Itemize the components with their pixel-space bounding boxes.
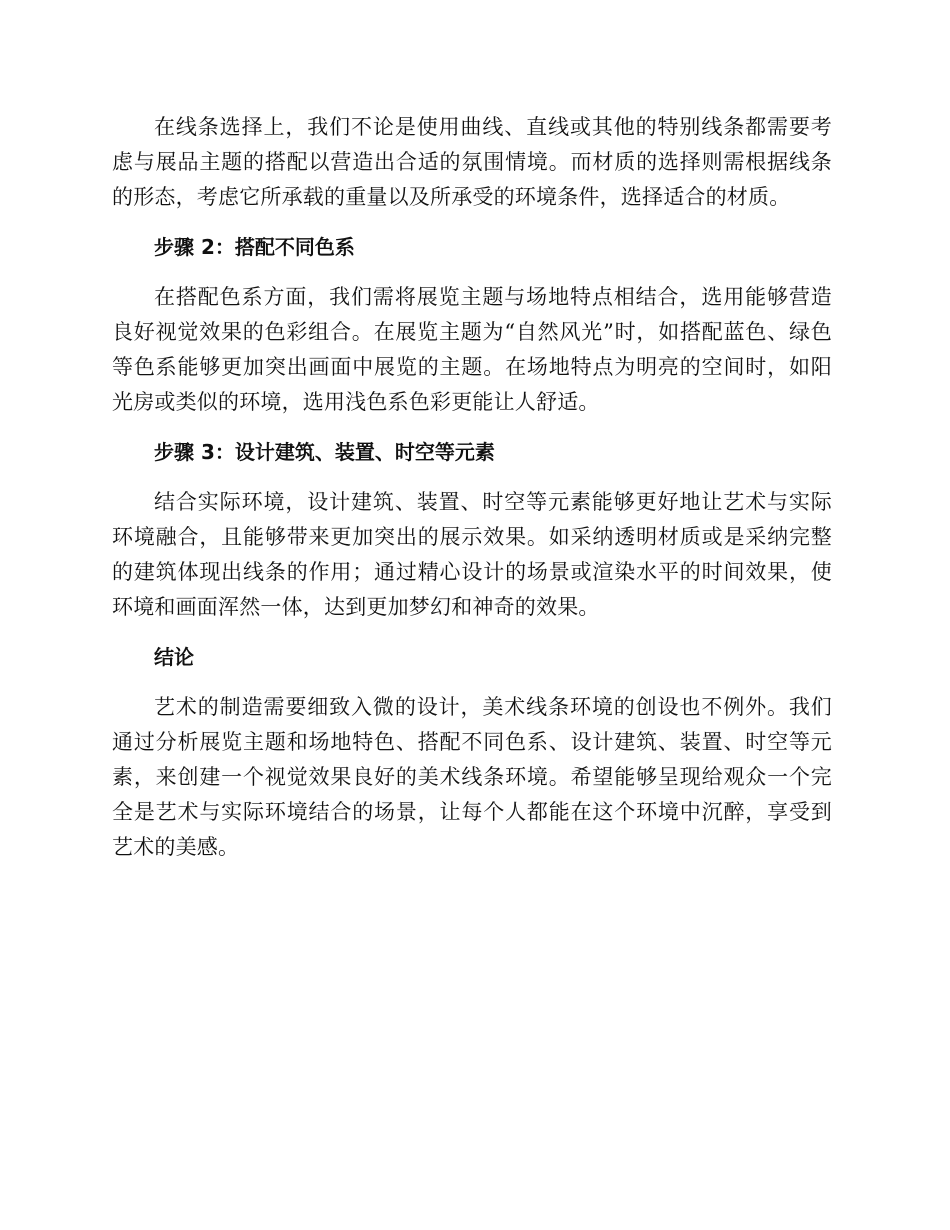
document-page — [112, 110, 832, 865]
paragraph-line-selection: 在线条选择上，我们不论是使用曲线、直线或其他的特别线条都需要考虑与展品主题的搭配以营造出合适的氛围情境。而材质的选择则需根据线条的形态，考虑它所承载的重量以及所承受的环境条件，选择适合的材质。 — [112, 115, 832, 209]
paragraph-color-matching: 在搭配色系方面，我们需将展览主题与场地特点相结合，选用能够营造良好视觉效果的色彩组合。在展览主题为“自然风光”时，如搭配蓝色、绿色等色系能够更加突出画面中展览的主题。在场地特点为明亮的空间时，如阳光房或类似的环境，选用浅色系色彩更能让人舒适。 — [112, 285, 832, 414]
heading-step-3: 步骤 3：设计建筑、装置、时空等元素 — [154, 440, 495, 464]
heading-conclusion: 结论 — [154, 645, 194, 669]
heading-step-2: 步骤 2：搭配不同色系 — [154, 235, 355, 259]
paragraph-design-elements: 结合实际环境，设计建筑、装置、时空等元素能够更好地让艺术与实际环境融合，且能够带来更加突出的展示效果。如采纳透明材质或是采纳完整的建筑体现出线条的作用；通过精心设计的场景或渲染水平的时间效果，使环境和画面浑然一体，达到更加梦幻和神奇的效果。 — [112, 490, 832, 619]
paragraph-conclusion: 艺术的制造需要细致入微的设计，美术线条环境的创设也不例外。我们通过分析展览主题和场地特色、搭配不同色系、设计建筑、装置、时空等元素，来创建一个视觉效果良好的美术线条环境。希望能够呈现给观众一个完全是艺术与实际环境结合的场景，让每个人都能在这个环境中沉醉，享受到艺术的美感。 — [112, 695, 832, 859]
